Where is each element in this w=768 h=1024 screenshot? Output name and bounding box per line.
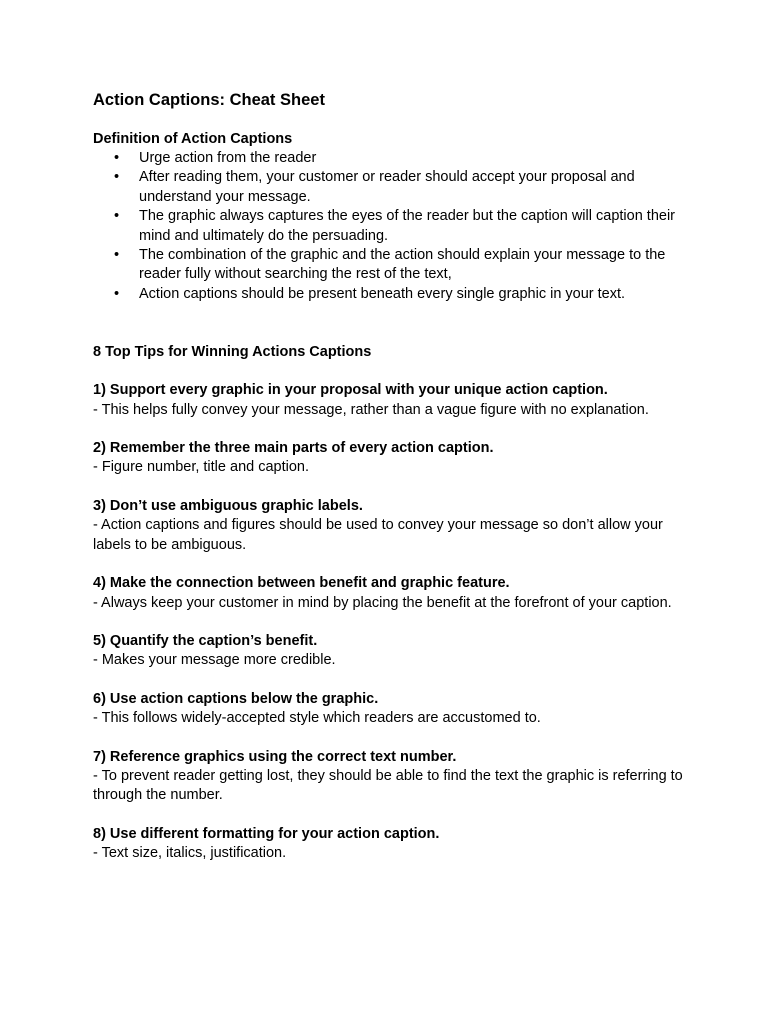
definition-bullet-item — [93, 168, 693, 207]
tip-item — [93, 381, 693, 420]
definition-bullet-text: Action captions should be present beneath every single graphic in your text. — [139, 285, 626, 302]
tip-description: - Makes your message more credible. — [93, 652, 336, 669]
tip-item — [93, 748, 693, 806]
bullet-icon: • — [114, 208, 120, 225]
bullet-icon: • — [114, 247, 120, 264]
tip-title: 3) Don’t use ambiguous graphic labels. — [93, 497, 363, 514]
definition-bullet-list — [93, 149, 693, 304]
document-content — [93, 90, 693, 864]
tip-description: - Figure number, title and caption. — [93, 459, 310, 476]
tip-description: - This helps fully convey your message, rather than a vague figure with no explanation. — [93, 401, 649, 418]
tip-item — [93, 632, 693, 671]
document-title: Action Captions: Cheat Sheet — [93, 91, 325, 109]
definition-bullet-text: Urge action from the reader — [139, 150, 317, 166]
tip-title: 6) Use action captions below the graphic. — [93, 690, 379, 707]
definition-heading: Definition of Action Captions — [93, 131, 293, 147]
definition-bullet-text: The combination of the graphic and the action should explain your message to the reader fully without searching the rest of the text, — [139, 247, 666, 283]
tip-item — [93, 574, 693, 613]
definition-bullet-item — [93, 246, 693, 285]
tip-title: 1) Support every graphic in your proposal with your unique action caption. — [93, 382, 608, 399]
bullet-icon: • — [114, 150, 120, 166]
tip-item — [93, 825, 693, 864]
tip-description: - Action captions and figures should be used to convey your message so don’t allow your labels to be ambiguous. — [93, 517, 663, 553]
tip-item — [93, 690, 693, 729]
definition-bullet-text: The graphic always captures the eyes of the reader but the caption will caption their mind and ultimately do the persuading. — [139, 208, 675, 244]
tip-description: - This follows widely-accepted style which readers are accustomed to. — [93, 710, 541, 727]
tip-item — [93, 497, 693, 555]
definition-bullet-item — [93, 207, 693, 246]
tips-heading: 8 Top Tips for Winning Actions Captions — [93, 344, 372, 361]
tip-description: - Text size, italics, justification. — [93, 845, 287, 862]
tip-title: 8) Use different formatting for your action caption. — [93, 825, 440, 842]
tip-title: 2) Remember the three main parts of every action caption. — [93, 440, 494, 457]
tip-description: - To prevent reader getting lost, they should be able to find the text the graphic is referring to through the number. — [93, 767, 683, 804]
definition-bullet-item — [93, 149, 693, 168]
tip-title: 4) Make the connection between benefit and graphic feature. — [93, 575, 510, 592]
tip-item — [93, 439, 693, 478]
bullet-icon: • — [114, 285, 120, 302]
tip-title: 5) Quantify the caption’s benefit. — [93, 632, 318, 649]
definition-bullet-text: After reading them, your customer or reader should accept your proposal and understand your message. — [139, 169, 635, 205]
bullet-icon: • — [114, 169, 120, 186]
tip-title: 7) Reference graphics using the correct text number. — [93, 748, 457, 765]
definition-bullet-item — [93, 285, 693, 304]
tip-description: - Always keep your customer in mind by placing the benefit at the forefront of your caption. — [93, 594, 672, 611]
